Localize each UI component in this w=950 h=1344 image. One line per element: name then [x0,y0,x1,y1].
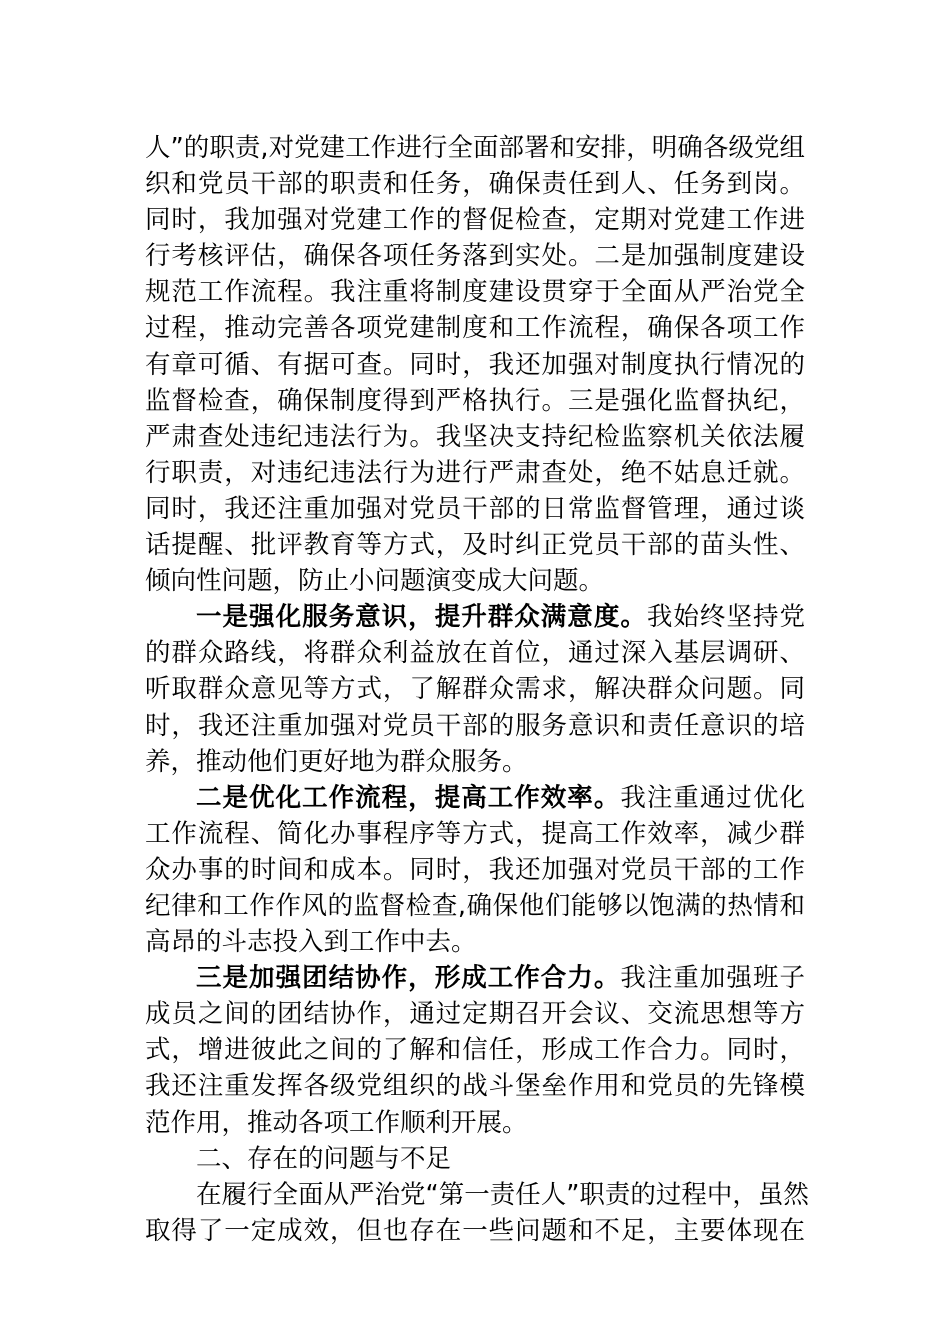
text-line: 织和党员干部的职责和任务，确保责任到人、任务到岗。 [145,169,805,200]
text-line: 养，推动他们更好地为群众服务。 [145,746,528,777]
text-line: 在履行全面从严治党“第一责任人”职责的过程中，虽然 [196,1179,809,1210]
text-line: 行职责，对违纪违法行为进行严肃查处，绝不姑息迁就。 [145,457,805,488]
text-line [145,960,805,996]
text-line: 行考核评估，确保各项任务落到实处。二是加强制度建设 [145,241,805,272]
text-line: 听取群众意见等方式，了解群众需求，解决群众问题。同 [145,674,805,705]
text-line: 我还注重发挥各级党组织的战斗堡垒作用和党员的先锋模 [145,1071,805,1102]
text-line: 成员之间的团结协作，通过定期召开会议、交流思想等方 [145,999,805,1030]
text-line: 高昂的斗志投入到工作中去。 [145,927,477,958]
paragraph [145,780,805,960]
text-line: 同时，我还注重加强对党员干部的日常监督管理，通过谈 [145,493,805,524]
paragraph-text: 我注重加强班子 [620,963,805,994]
document-body [145,130,809,1249]
text-line: 同时，我加强对党建工作的督促检查，定期对党建工作进 [145,205,805,236]
text-line: 取得了一定成效，但也存在一些问题和不足，主要体现在 [145,1215,805,1246]
text-line: 式，增进彼此之间的了解和信任，形成工作合力。同时， [145,1035,805,1066]
text-line: 有章可循、有据可查。同时，我还加强对制度执行情况的 [145,349,805,380]
section-title: 二、存在的问题与不足 [196,1143,452,1174]
paragraph-heading: 一是强化服务意识，提升群众满意度。 [196,602,647,633]
text-line: 纪律和工作作风的监督检查,确保他们能够以饱满的热情和 [145,890,805,921]
text-line: 过程，推动完善各项党建制度和工作流程，确保各项工作 [145,313,805,344]
paragraph-heading: 三是加强团结协作，形成工作合力。 [196,963,621,994]
text-line [145,780,805,816]
text-line: 人”的职责,对党建工作进行全面部署和安排，明确各级党组 [145,133,805,163]
text-line: 监督检查，确保制度得到严格执行。三是强化监督执纪， [145,385,805,416]
text-line: 倾向性问题，防止小问题演变成大问题。 [145,566,605,597]
text-line: 严肃查处违纪违法行为。我坚决支持纪检监察机关依法履 [145,421,805,452]
paragraph [145,1177,809,1249]
text-line: 众办事的时间和成本。同时，我还加强对党员干部的工作 [145,854,805,885]
text-line: 的群众路线，将群众利益放在首位，通过深入基层调研、 [145,638,805,669]
text-line: 工作流程、简化办事程序等方式，提高工作效率，减少群 [145,818,805,849]
paragraph-text: 我始终坚持党 [646,602,805,633]
text-line [145,599,805,635]
text-line: 话提醒、批评教育等方式，及时纠正党员干部的苗头性、 [145,530,805,561]
paragraph [145,130,805,599]
paragraph [145,960,805,1140]
paragraph [145,599,805,779]
text-line: 时，我还注重加强对党员干部的服务意识和责任意识的培 [145,710,805,741]
text-line: 范作用，推动各项工作顺利开展。 [145,1107,528,1138]
paragraph-heading: 二是优化工作流程，提高工作效率。 [196,782,621,813]
text-line: 规范工作流程。我注重将制度建设贯穿于全面从严治党全 [145,277,805,308]
paragraph-text: 我注重通过优化 [620,782,805,813]
